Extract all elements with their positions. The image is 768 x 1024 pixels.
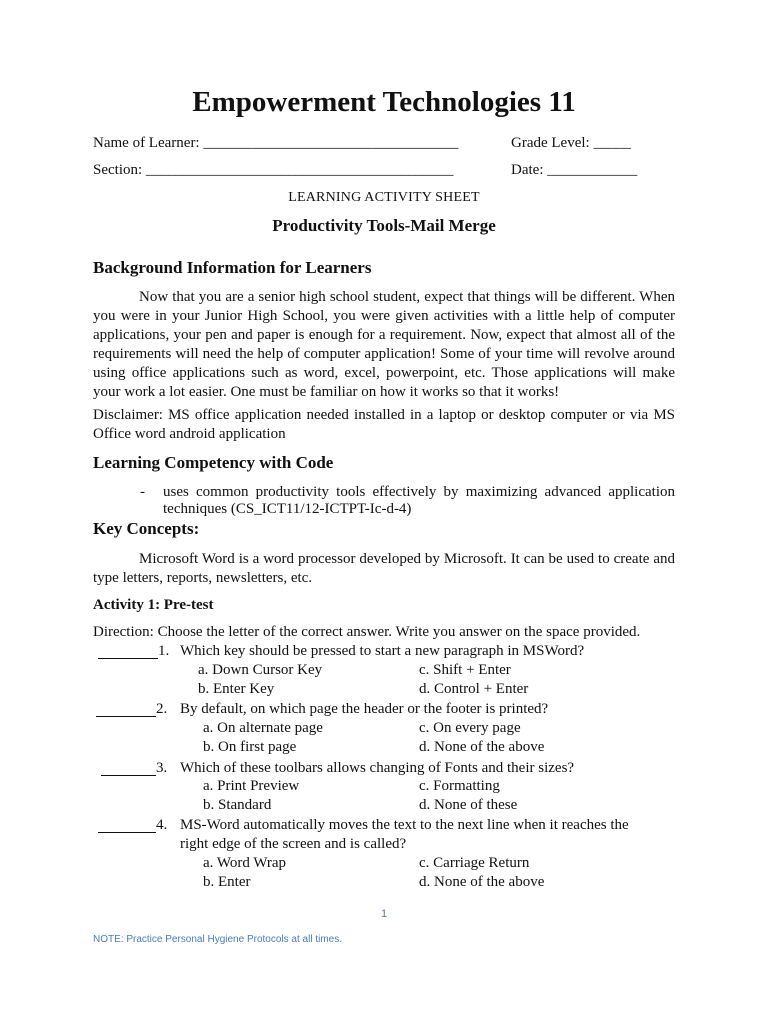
key-concepts-paragraph: [93, 550, 675, 588]
question-2-text: By default, on which page the header or the footer is printed?: [180, 701, 549, 717]
question-4-number: 4.: [156, 817, 168, 833]
background-paragraph: [93, 288, 675, 402]
learner-name-field: Name of Learner: __________________________________: [93, 135, 459, 151]
background-paragraph-text: Now that you are a senior high school student, expect that things will be different. When you were in your Junior High School, you were given activities with a little help of computer applications, your pen and paper is enough for a requirement. Now, expect that almost all of the requirements will need the help of computer application! Some of your time will revolve around using office applications such as word, excel, powerpoint, etc. Those applications will make your work a lot easier. One must be familiar on how it works so that it works!: [93, 289, 675, 400]
key-concepts-heading: Key Concepts:: [93, 519, 200, 538]
question-2-option-d: d. None of the above: [419, 739, 545, 755]
question-2-number: 2.: [156, 701, 168, 717]
question-3-option-a: a. Print Preview: [203, 778, 300, 794]
disclaimer-paragraph: Disclaimer: MS office application needed installed in a laptop or desktop computer or via MS Office word android application: [93, 407, 675, 442]
background-heading: Background Information for Learners: [93, 258, 372, 277]
question-3-text: Which of these toolbars allows changing of Fonts and their sizes?: [180, 760, 575, 776]
question-4-option-d: d. None of the above: [419, 874, 545, 890]
activity-direction: Direction: Choose the letter of the correct answer. Write you answer on the space provided.: [93, 624, 641, 640]
question-1-number: 1.: [158, 643, 170, 659]
grade-level-field: Grade Level: _____: [511, 135, 631, 151]
question-1-option-b: b. Enter Key: [198, 681, 275, 697]
question-2-option-a: a. On alternate page: [203, 720, 323, 736]
activity-heading: Activity 1: Pre-test: [93, 597, 214, 613]
date-field: Date: ____________: [511, 162, 638, 178]
question-1-option-d: d. Control + Enter: [419, 681, 529, 697]
question-1-option-a: a. Down Cursor Key: [198, 662, 323, 678]
question-1-option-c: c. Shift + Enter: [419, 662, 511, 678]
question-3-option-d: d. None of these: [419, 797, 518, 813]
question-4-text-continued: right edge of the screen and is called?: [180, 836, 407, 852]
question-4-option-b: b. Enter: [203, 874, 251, 890]
competency-heading: Learning Competency with Code: [93, 453, 334, 472]
answer-blank-3[interactable]: [101, 761, 156, 776]
question-4-option-a: a. Word Wrap: [203, 855, 287, 871]
answer-blank-4[interactable]: [98, 818, 156, 833]
answer-blank-1[interactable]: [98, 644, 158, 659]
question-2-option-c: c. On every page: [419, 720, 521, 736]
question-3-option-b: b. Standard: [203, 797, 272, 813]
footer-note: NOTE: Practice Personal Hygiene Protocols at all times.: [93, 934, 342, 945]
document-title: Empowerment Technologies 11: [192, 86, 576, 118]
question-1-text: Which key should be pressed to start a new paragraph in MSWord?: [180, 643, 585, 659]
question-3-option-c: c. Formatting: [419, 778, 500, 794]
page-number: 1: [380, 908, 388, 920]
question-2-option-b: b. On first page: [203, 739, 297, 755]
sheet-subtitle: Productivity Tools-Mail Merge: [272, 216, 496, 235]
competency-dash: -: [140, 484, 145, 500]
question-3-number: 3.: [156, 760, 168, 776]
competency-item: uses common productivity tools effectively by maximizing advanced application techniques (CS_ICT11/12-ICTPT-Ic-d-4): [163, 484, 675, 517]
question-4-option-c: c. Carriage Return: [419, 855, 530, 871]
answer-blank-2[interactable]: [96, 702, 156, 717]
sheet-label: LEARNING ACTIVITY SHEET: [288, 190, 480, 205]
section-field: Section: _________________________________________: [93, 162, 454, 178]
question-4-text: MS-Word automatically moves the text to the next line when it reaches the: [180, 817, 629, 833]
key-concepts-text: Microsoft Word is a word processor developed by Microsoft. It can be used to create and type letters, reports, newsletters, etc.: [93, 551, 675, 586]
